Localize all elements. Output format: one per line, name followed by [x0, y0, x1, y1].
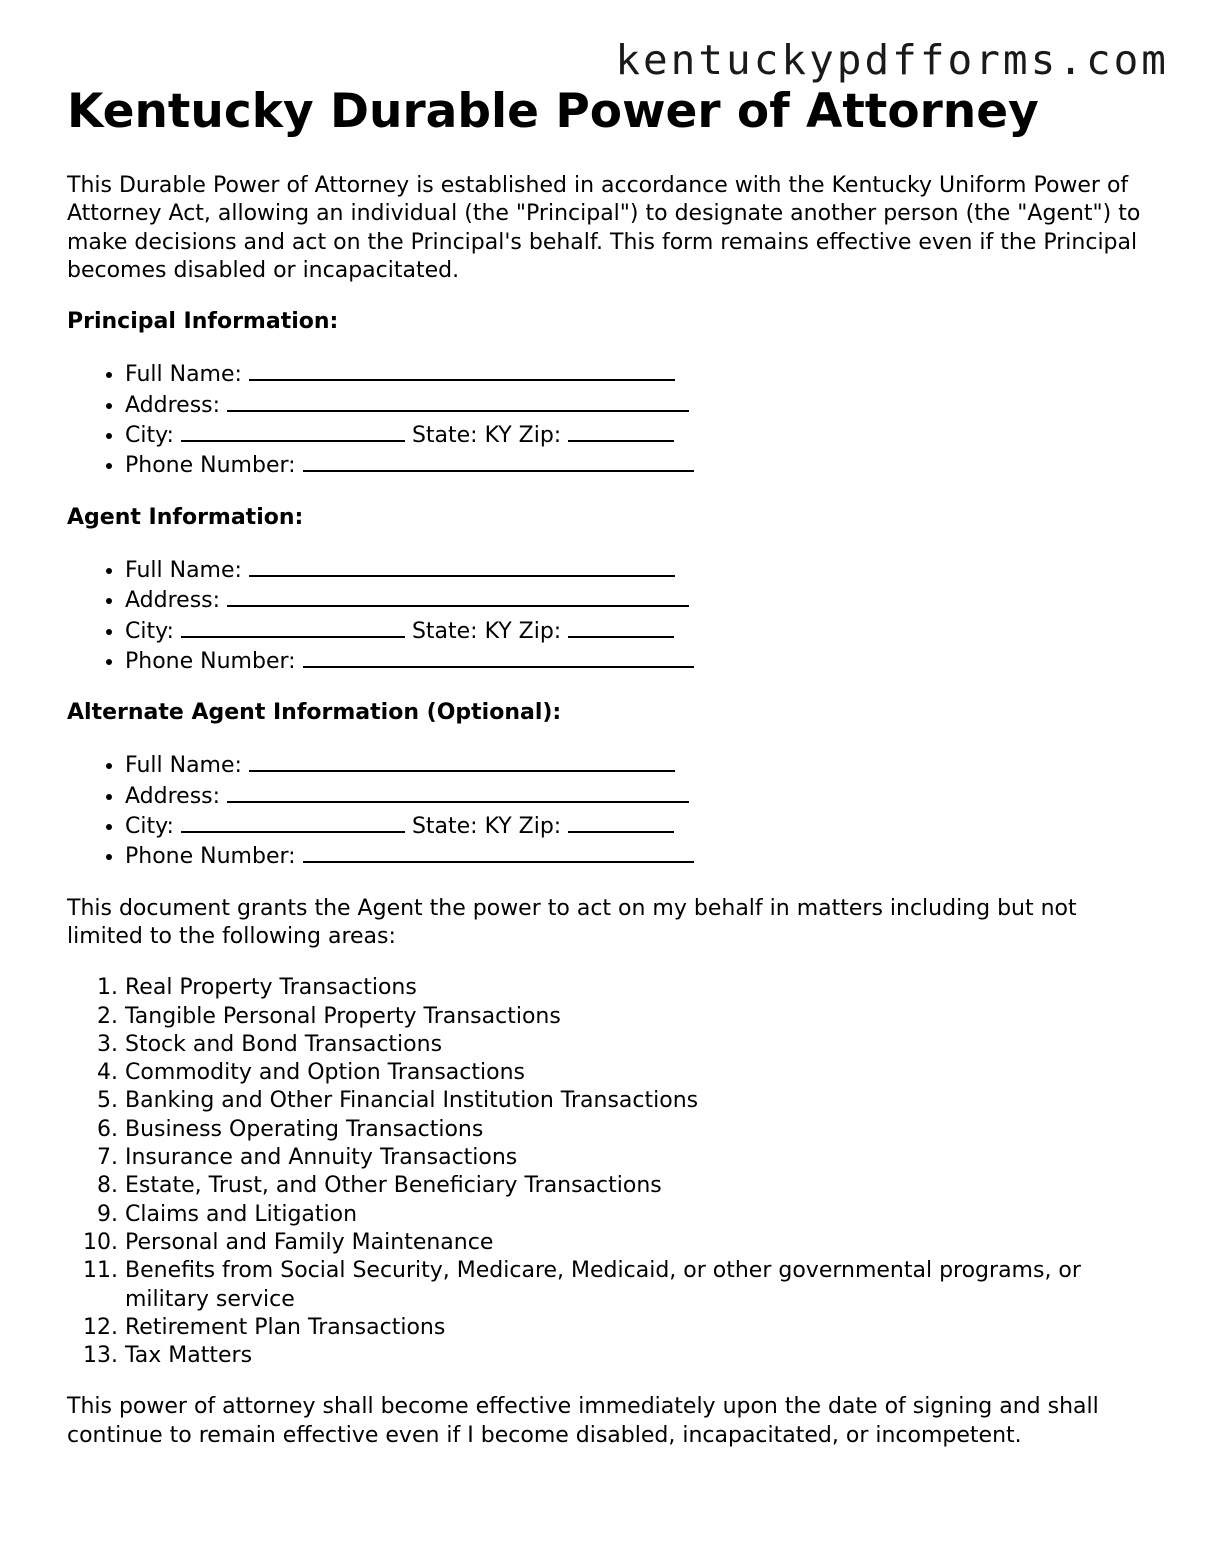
agent-address-blank[interactable] — [227, 585, 689, 607]
field-label: State: KY Zip: — [411, 423, 562, 449]
list-item: 6. Business Operating Transactions — [125, 1116, 1142, 1144]
field-label: City: — [125, 423, 174, 449]
field-label: Address: — [125, 392, 221, 418]
closing-paragraph: This power of attorney shall become effective immediately upon the date of signing and shall continue to remain effective even if I become disabled, incapacitated, or incompetent. — [67, 1394, 1099, 1448]
alternate-zip-blank[interactable] — [568, 811, 674, 833]
agent-heading: Agent Information: — [67, 504, 304, 530]
list-item: 8. Estate, Trust, and Other Beneficiary Transactions — [125, 1172, 1142, 1200]
field-label: Address: — [125, 783, 221, 809]
intro-paragraph: This Durable Power of Attorney is established in accordance with the Kentucky Uniform Power of Attorney Act, allowing an individual (the "Principal") to designate another person (the "Agent") to make decisions and act on the Principal's behalf. This form remains effective even if the Principal becomes disabled or incapacitated. — [67, 173, 1141, 283]
field-label: City: — [125, 814, 174, 840]
powers-list — [67, 974, 1142, 1370]
list-item: 9. Claims and Litigation — [125, 1201, 1142, 1229]
field-label: Phone Number: — [125, 648, 296, 674]
list-item: 5. Banking and Other Financial Institution Transactions — [125, 1087, 1142, 1115]
agent-city-blank[interactable] — [181, 616, 405, 638]
principal-fields — [67, 359, 1142, 480]
field-label: Full Name: — [125, 557, 242, 583]
list-item: 1. Real Property Transactions — [125, 974, 1142, 1002]
list-item: 13. Tax Matters — [125, 1342, 1142, 1370]
field-label: Phone Number: — [125, 453, 296, 479]
alternate-city — [125, 811, 1142, 841]
field-label: State: KY Zip: — [411, 814, 562, 840]
list-item: 3. Stock and Bond Transactions — [125, 1031, 1142, 1059]
agent-address — [125, 585, 1142, 615]
page-title: Kentucky Durable Power of Attorney — [67, 84, 1039, 139]
principal-phone-blank[interactable] — [303, 450, 694, 472]
alternate-phone-blank[interactable] — [303, 841, 694, 863]
field-label: Phone Number: — [125, 844, 296, 870]
alternate-agent-heading: Alternate Agent Information (Optional): — [67, 700, 562, 726]
powers-intro-paragraph: This document grants the Agent the power to act on my behalf in matters including but not limited to the following areas: — [67, 895, 1077, 949]
field-label: Address: — [125, 588, 221, 614]
agent-phone-blank[interactable] — [303, 646, 694, 668]
alternate-full-name-blank[interactable] — [249, 750, 675, 772]
field-label: Full Name: — [125, 362, 242, 388]
principal-address — [125, 390, 1142, 420]
document-body — [67, 172, 1142, 1473]
field-label: Full Name: — [125, 753, 242, 779]
principal-city — [125, 420, 1142, 450]
principal-zip-blank[interactable] — [568, 420, 674, 442]
list-item: 7. Insurance and Annuity Transactions — [125, 1144, 1142, 1172]
principal-address-blank[interactable] — [227, 390, 689, 412]
agent-fields — [67, 555, 1142, 676]
list-item: 4. Commodity and Option Transactions — [125, 1059, 1142, 1087]
field-label: City: — [125, 618, 174, 644]
list-item: 11. Benefits from Social Security, Medicare, Medicaid, or other governmental programs, or military service — [125, 1257, 1142, 1314]
principal-full-name — [125, 359, 1142, 389]
list-item: 2. Tangible Personal Property Transactions — [125, 1003, 1142, 1031]
agent-zip-blank[interactable] — [568, 616, 674, 638]
field-label: State: KY Zip: — [411, 618, 562, 644]
alternate-address-blank[interactable] — [227, 781, 689, 803]
principal-phone — [125, 450, 1142, 480]
agent-city — [125, 616, 1142, 646]
alternate-agent-fields — [67, 750, 1142, 871]
agent-full-name-blank[interactable] — [249, 555, 675, 577]
principal-city-blank[interactable] — [181, 420, 405, 442]
principal-full-name-blank[interactable] — [249, 359, 675, 381]
alternate-full-name — [125, 750, 1142, 780]
list-item: 12. Retirement Plan Transactions — [125, 1314, 1142, 1342]
agent-full-name — [125, 555, 1142, 585]
alternate-phone — [125, 841, 1142, 871]
agent-phone — [125, 646, 1142, 676]
alternate-city-blank[interactable] — [181, 811, 405, 833]
list-item: 10. Personal and Family Maintenance — [125, 1229, 1142, 1257]
alternate-address — [125, 781, 1142, 811]
principal-heading: Principal Information: — [67, 309, 339, 335]
site-watermark: kentuckypdfforms.com — [615, 36, 1169, 84]
